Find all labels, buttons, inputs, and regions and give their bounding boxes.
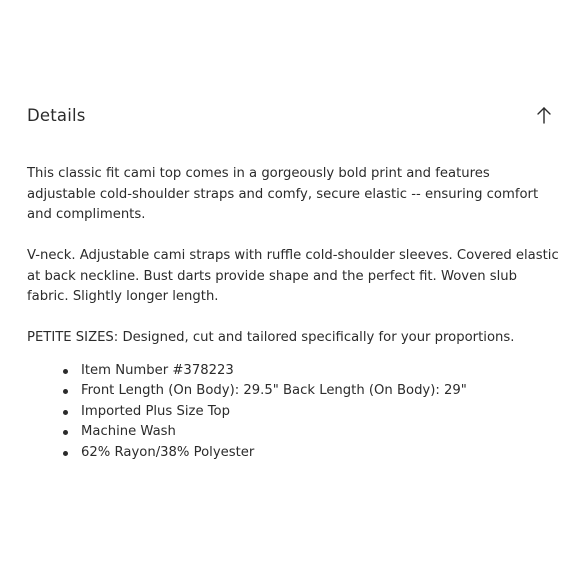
- details-title: Details: [27, 105, 86, 125]
- features-paragraph: V-neck. Adjustable cami straps with ruffle cold-shoulder sleeves. Covered elastic at back neckline. Bust darts provide shape and the perfect fit. Woven slub fabric. Slightly longer length.: [27, 248, 559, 304]
- arrow-up-icon[interactable]: [535, 104, 553, 126]
- list-item: 62% Rayon/38% Polyester: [63, 443, 562, 464]
- description-paragraph: This classic fit cami top comes in a gorgeously bold print and features adjustable cold-shoulder straps and comfy, secure elastic -- ensuring comfort and compliments.: [27, 166, 539, 222]
- list-item: Item Number #378223: [63, 361, 562, 382]
- details-accordion-header[interactable]: [27, 100, 555, 130]
- petite-sizes-paragraph: PETITE SIZES: Designed, cut and tailored specifically for your proportions.: [27, 330, 515, 345]
- list-item: Front Length (On Body): 29.5" Back Length (On Body): 29": [63, 381, 562, 402]
- details-content: [27, 164, 562, 463]
- list-item: Imported Plus Size Top: [63, 402, 562, 423]
- list-item: Machine Wash: [63, 422, 562, 443]
- product-specs-list: [27, 361, 562, 464]
